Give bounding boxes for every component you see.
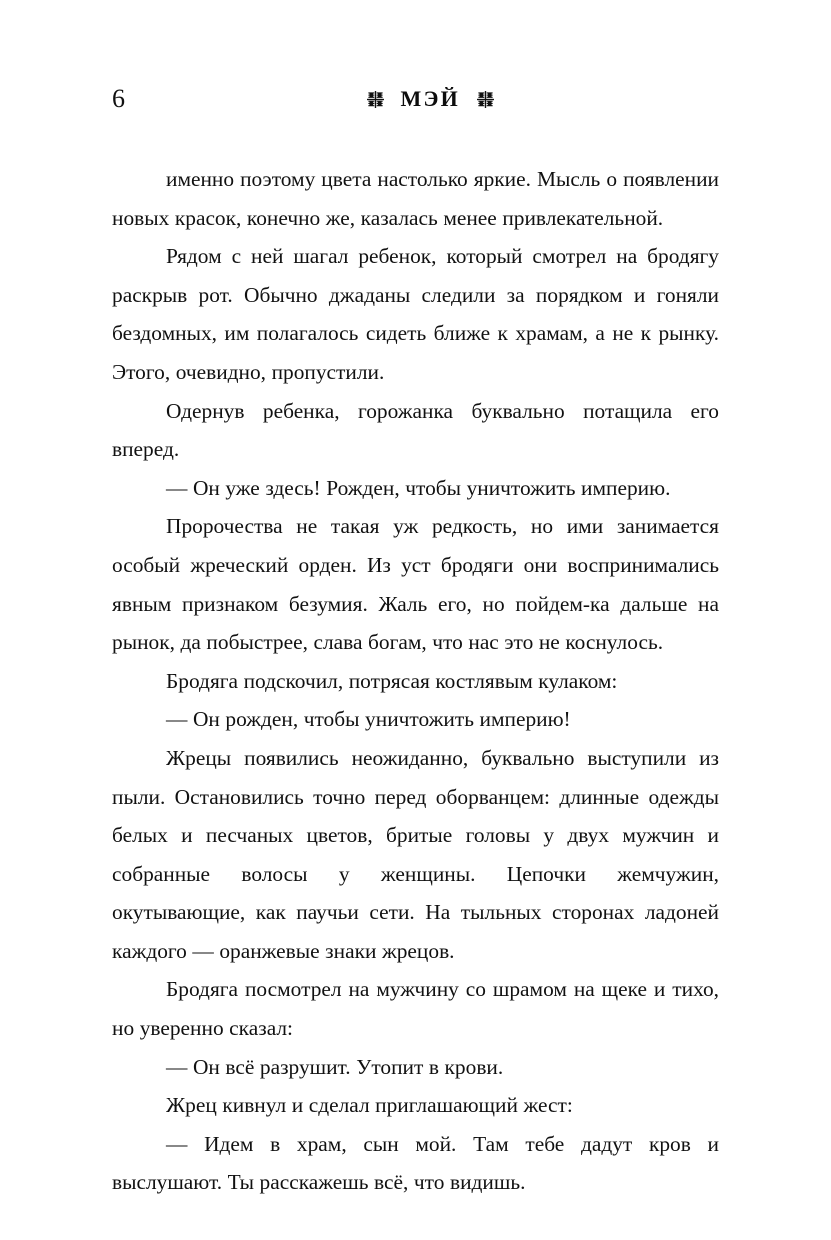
paragraph: Бродяга подскочил, потрясая костлявым кулаком:	[166, 668, 618, 693]
paragraph: Жрецы появились неожиданно, буквально выступили из пыли. Остановились точно перед оборванцем: длинные одежды белых и песчаных цветов, бритые головы у двух мужчин и собранные волосы у женщины. Цепочки жемчужин, окутывающие, как паучьи сети. На тыльных сторонах ладоней каждого — оранжевые знаки жрецов.	[112, 745, 719, 963]
dialogue-line: — Он всё разрушит. Утопит в крови.	[166, 1054, 504, 1079]
page-number: 6	[112, 84, 126, 113]
paragraph: Одернув ребенка, горожанка буквально потащила его вперед.	[112, 398, 719, 462]
quatrefoil-ornament-icon	[367, 91, 384, 108]
dialogue-line: — Он рожден, чтобы уничтожить империю!	[166, 707, 571, 732]
body-text-block	[112, 160, 719, 1202]
dialogue-line: — Идем в храм, сын мой. Там тебе дадут кров и выслушают. Ты расскажешь всё, что видишь.	[112, 1131, 719, 1195]
paragraph: Жрец кивнул и сделал приглашающий жест:	[166, 1093, 573, 1118]
paragraph: именно поэтому цвета настолько яркие. Мысль о появлении новых красок, конечно же, казалась менее привлекательной.	[112, 167, 719, 230]
running-title: МЭЙ	[400, 86, 460, 111]
dialogue-line: — Он уже здесь! Рожден, чтобы уничтожить империю.	[166, 475, 671, 500]
header-center-group	[134, 86, 728, 112]
quatrefoil-ornament-icon	[477, 91, 494, 108]
running-header	[112, 82, 719, 116]
paragraph: Пророчества не такая уж редкость, но ими занимается особый жреческий орден. Из уст бродяги они воспринимались явным признаком безумия. Жаль его, но пойдем-ка дальше на рынок, да побыстрее, слава богам, что нас это не коснулось.	[112, 514, 719, 655]
paragraph: Рядом с ней шагал ребенок, который смотрел на бродягу раскрыв рот. Обычно джаданы следили за порядком и гоняли бездомных, им полагалось сидеть ближе к храмам, а не к рынку. Этого, очевидно, пропустили.	[112, 244, 719, 384]
paragraph: Бродяга посмотрел на мужчину со шрамом на щеке и тихо, но уверенно сказал:	[112, 977, 719, 1041]
